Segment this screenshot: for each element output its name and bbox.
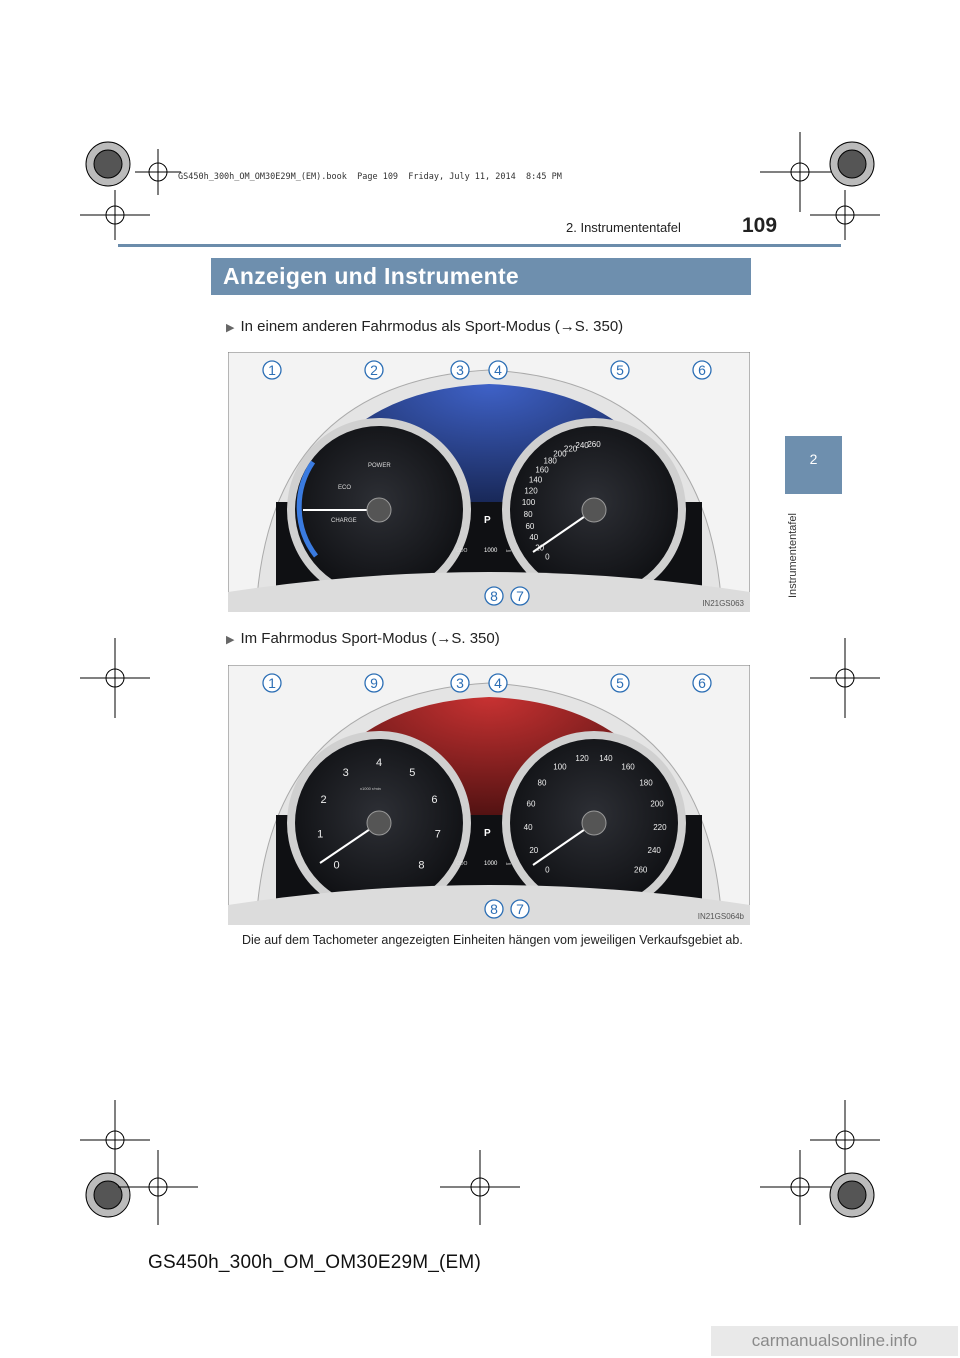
tachometer-number: 4 bbox=[375, 757, 383, 769]
speedometer-number: 120 bbox=[575, 754, 589, 764]
speedometer-number: 80 bbox=[523, 510, 533, 519]
speedometer-number: 60 bbox=[525, 521, 535, 531]
speedometer-number: 40 bbox=[529, 533, 539, 543]
tachometer-number: 7 bbox=[434, 828, 441, 841]
speedometer-number: 220 bbox=[563, 444, 578, 454]
callout-number: 5 bbox=[616, 362, 624, 378]
odo-label: ODO bbox=[456, 861, 468, 867]
triangle-bullet-icon: ▶ bbox=[226, 322, 235, 334]
chapter-tab bbox=[785, 436, 842, 494]
bullet-item bbox=[226, 318, 623, 335]
speedometer-number: 220 bbox=[653, 823, 667, 832]
speedometer-number: 240 bbox=[647, 846, 661, 856]
tachometer-number: 8 bbox=[418, 859, 425, 872]
speedometer-number: 200 bbox=[553, 449, 567, 459]
chapter-title: 2. Instrumententafel bbox=[566, 220, 681, 235]
callout-number: 9 bbox=[370, 675, 378, 691]
callout-number: 4 bbox=[494, 362, 502, 378]
odo-unit: km bbox=[506, 548, 512, 553]
figure-code: IN21GS063 bbox=[702, 599, 744, 608]
note-text: Die auf dem Tachometer angezeigten Einheiten hängen vom jeweiligen Verkaufsgebiet ab. bbox=[242, 933, 743, 947]
callout-number: 2 bbox=[370, 362, 378, 378]
tachometer-number: 0 bbox=[333, 859, 340, 872]
power-label: POWER bbox=[368, 463, 391, 469]
instrument-figure-sport bbox=[228, 665, 750, 925]
triangle-bullet-icon: ▶ bbox=[226, 634, 235, 646]
tachometer-number: 6 bbox=[431, 794, 438, 806]
speedometer-number: 180 bbox=[639, 778, 653, 788]
watermark: carmanualsonline.info bbox=[711, 1326, 958, 1356]
speedometer-number: 20 bbox=[529, 846, 539, 856]
header-rule bbox=[118, 244, 841, 247]
instrument-cluster-illustration bbox=[228, 665, 750, 925]
eco-label: ECO bbox=[338, 485, 352, 491]
odo-label: ODO bbox=[456, 548, 468, 554]
callout-number: 4 bbox=[494, 675, 502, 691]
speedometer-number: 160 bbox=[535, 465, 549, 475]
gear-indicator: P bbox=[484, 515, 491, 526]
gear-indicator: P bbox=[484, 828, 491, 839]
speedometer-number: 260 bbox=[634, 865, 648, 875]
callout-number: 8 bbox=[490, 588, 498, 604]
odo-value: 1000 bbox=[484, 548, 498, 554]
bullet-text: Im Fahrmodus Sport-Modus (→S. 350) bbox=[240, 630, 500, 647]
tachometer-number: 2 bbox=[320, 794, 327, 806]
charge-label: CHARGE bbox=[331, 518, 357, 524]
callout-number: 6 bbox=[698, 675, 706, 691]
tachometer-number: 3 bbox=[342, 767, 349, 780]
bullet-item bbox=[226, 630, 500, 647]
speedometer-number: 100 bbox=[553, 762, 567, 772]
speedometer-number: 80 bbox=[537, 778, 547, 788]
speedometer-number: 140 bbox=[528, 475, 543, 485]
callout-number: 3 bbox=[456, 362, 464, 378]
speedometer-number: 40 bbox=[523, 823, 533, 832]
chapter-tab-number: 2 bbox=[809, 451, 818, 467]
speedometer-number: 180 bbox=[543, 456, 557, 466]
tachometer-unit: x1000 r/min bbox=[360, 786, 381, 791]
speedometer-number: 0 bbox=[545, 865, 550, 875]
page-number: 109 bbox=[742, 214, 778, 237]
chapter-tab-label: Instrumententafel bbox=[787, 513, 799, 598]
callout-number: 3 bbox=[456, 675, 464, 691]
speedometer-number: 0 bbox=[545, 552, 550, 562]
callout-number: 1 bbox=[268, 362, 276, 378]
speedometer-number: 100 bbox=[521, 498, 536, 507]
print-info-line: GS450h_300h_OM_OM30E29M_(EM).book Page 109 Friday, July 11, 2014 8:45 PM bbox=[178, 172, 562, 182]
speedometer-number: 120 bbox=[524, 486, 538, 496]
speedometer-number: 20 bbox=[535, 543, 545, 553]
speedometer-number: 140 bbox=[599, 754, 613, 764]
footer-code: GS450h_300h_OM_OM30E29M_(EM) bbox=[148, 1252, 481, 1273]
figure-code: IN21GS064b bbox=[697, 912, 744, 921]
odo-value: 1000 bbox=[484, 861, 498, 867]
callout-number: 7 bbox=[516, 901, 524, 917]
instrument-cluster-illustration bbox=[228, 352, 750, 612]
instrument-figure-normal bbox=[228, 352, 750, 612]
tachometer-number: 1 bbox=[317, 828, 324, 841]
speedometer-number: 200 bbox=[650, 799, 664, 809]
callout-number: 7 bbox=[516, 588, 524, 604]
section-title: Anzeigen und Instrumente bbox=[211, 258, 751, 295]
callout-number: 8 bbox=[490, 901, 498, 917]
speedometer-number: 60 bbox=[526, 799, 536, 809]
callout-number: 5 bbox=[616, 675, 624, 691]
callout-number: 6 bbox=[698, 362, 706, 378]
bullet-text: In einem anderen Fahrmodus als Sport-Modus (→S. 350) bbox=[240, 318, 624, 335]
odo-unit: km bbox=[506, 861, 512, 866]
callout-number: 1 bbox=[268, 675, 276, 691]
tachometer-number: 5 bbox=[409, 767, 416, 780]
speedometer-number: 240 bbox=[575, 441, 589, 451]
speedometer-number: 260 bbox=[587, 440, 601, 449]
speedometer-number: 160 bbox=[621, 762, 635, 772]
